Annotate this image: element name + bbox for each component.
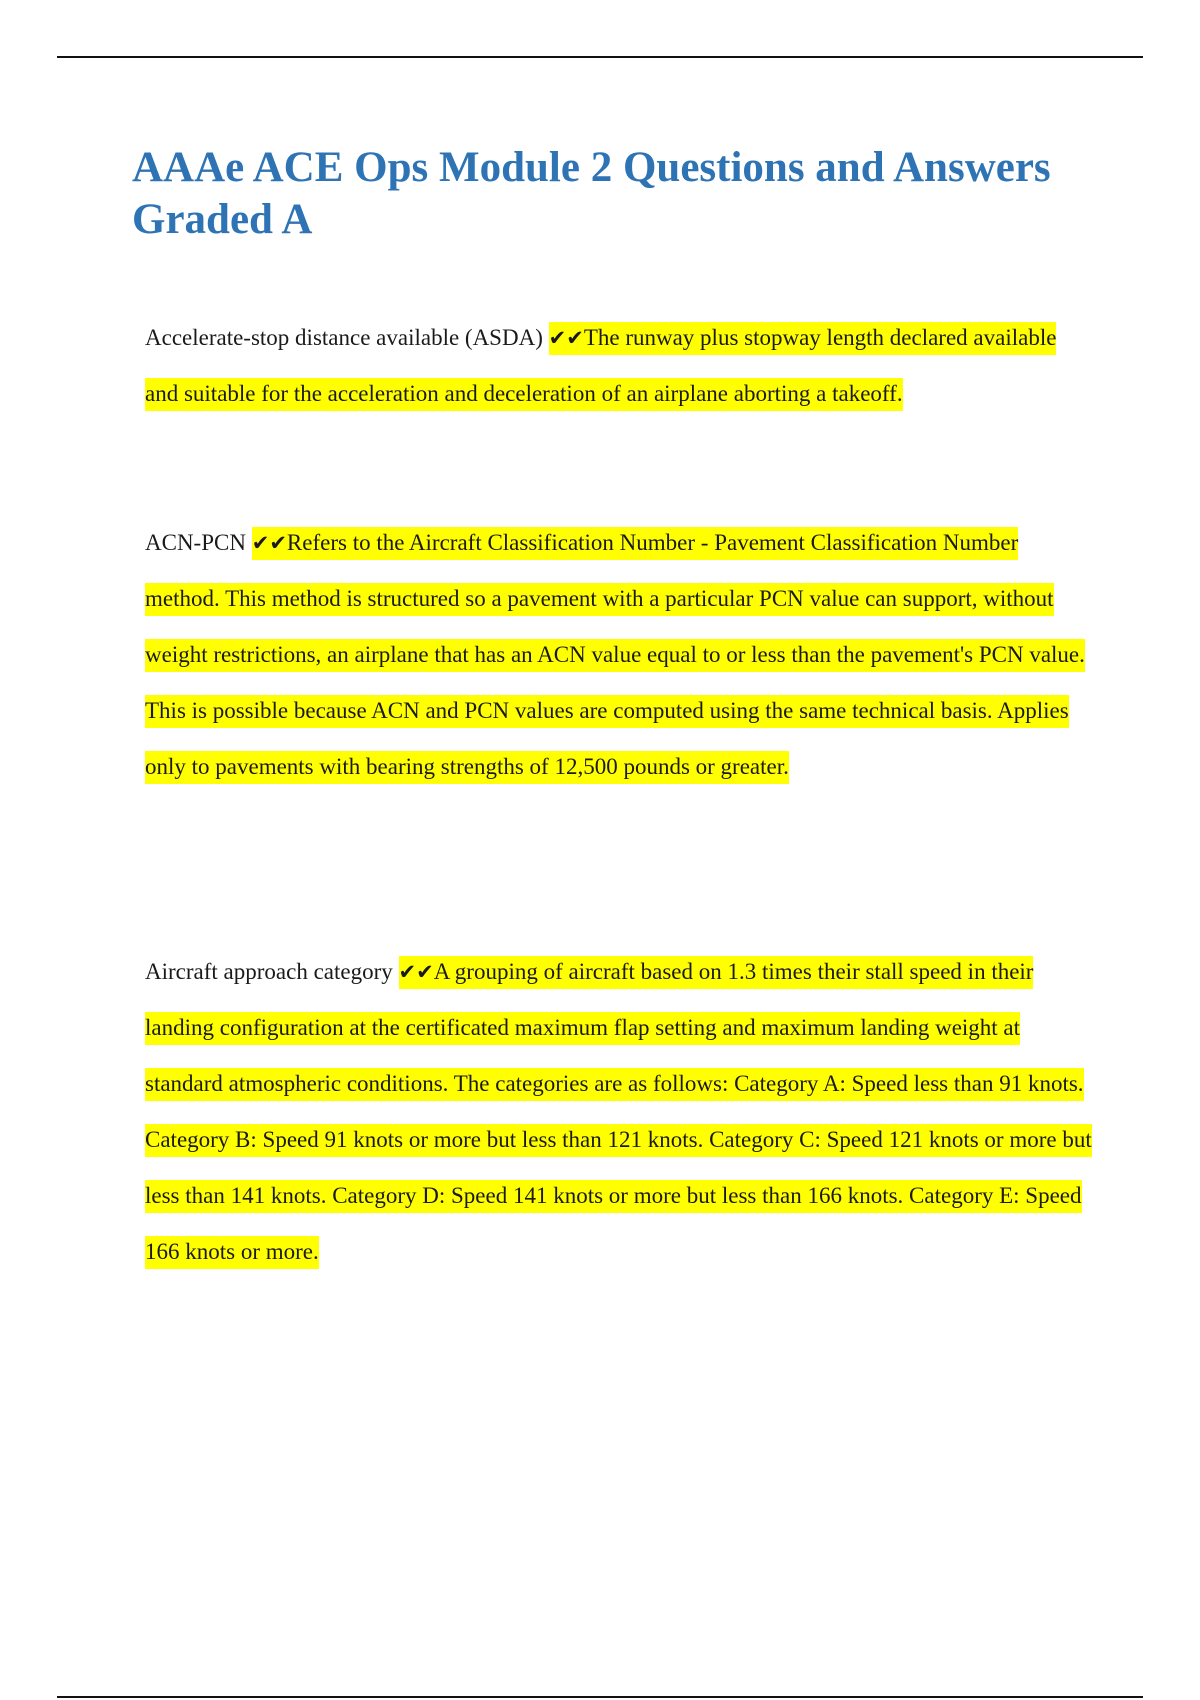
double-check-icon: ✔✔ [251,531,287,555]
double-check-icon: ✔✔ [548,326,584,350]
qa-term: Aircraft approach category [145,959,393,984]
document-title: AAAe ACE Ops Module 2 Questions and Answers Graded A [132,144,1051,243]
qa-term: Accelerate-stop distance available (ASDA) [145,325,543,350]
qa-term: ACN-PCN [145,530,246,555]
footer-rule [57,1696,1143,1698]
qa-entry [145,515,1095,795]
qa-answer: Refers to the Aircraft Classification Number - Pavement Classification Number method. This method is structured so a pavement with a particular PCN value can support, without weight restrictions, an airplane that has an ACN value equal to or less than the pavement's PCN value. This is possible because ACN and PCN values are computed using the same technical basis. Applies only to pavements with bearing strengths of 12,500 pounds or greater. [145,530,1085,779]
header-rule [57,56,1143,58]
qa-answer-highlight [145,956,1092,1269]
qa-entry [145,310,1095,422]
qa-answer: The runway plus stopway length declared available and suitable for the acceleration and deceleration of an airplane aborting a takeoff. [145,325,1057,406]
qa-answer: A grouping of aircraft based on 1.3 times their stall speed in their landing configuration at the certificated maximum flap setting and maximum landing weight at standard atmospheric conditions. The categories are as follows: Category A: Speed less than 91 knots. Category B: Speed 91 knots or more but less than 121 knots. Category C: Speed 121 knots or more but less than 141 knots. Category D: Speed 141 knots or more but less than 166 knots. Category E: Speed 166 knots or more. [145,959,1092,1264]
double-check-icon: ✔✔ [398,960,434,984]
qa-answer-highlight [145,527,1085,784]
qa-entry [145,944,1095,1280]
